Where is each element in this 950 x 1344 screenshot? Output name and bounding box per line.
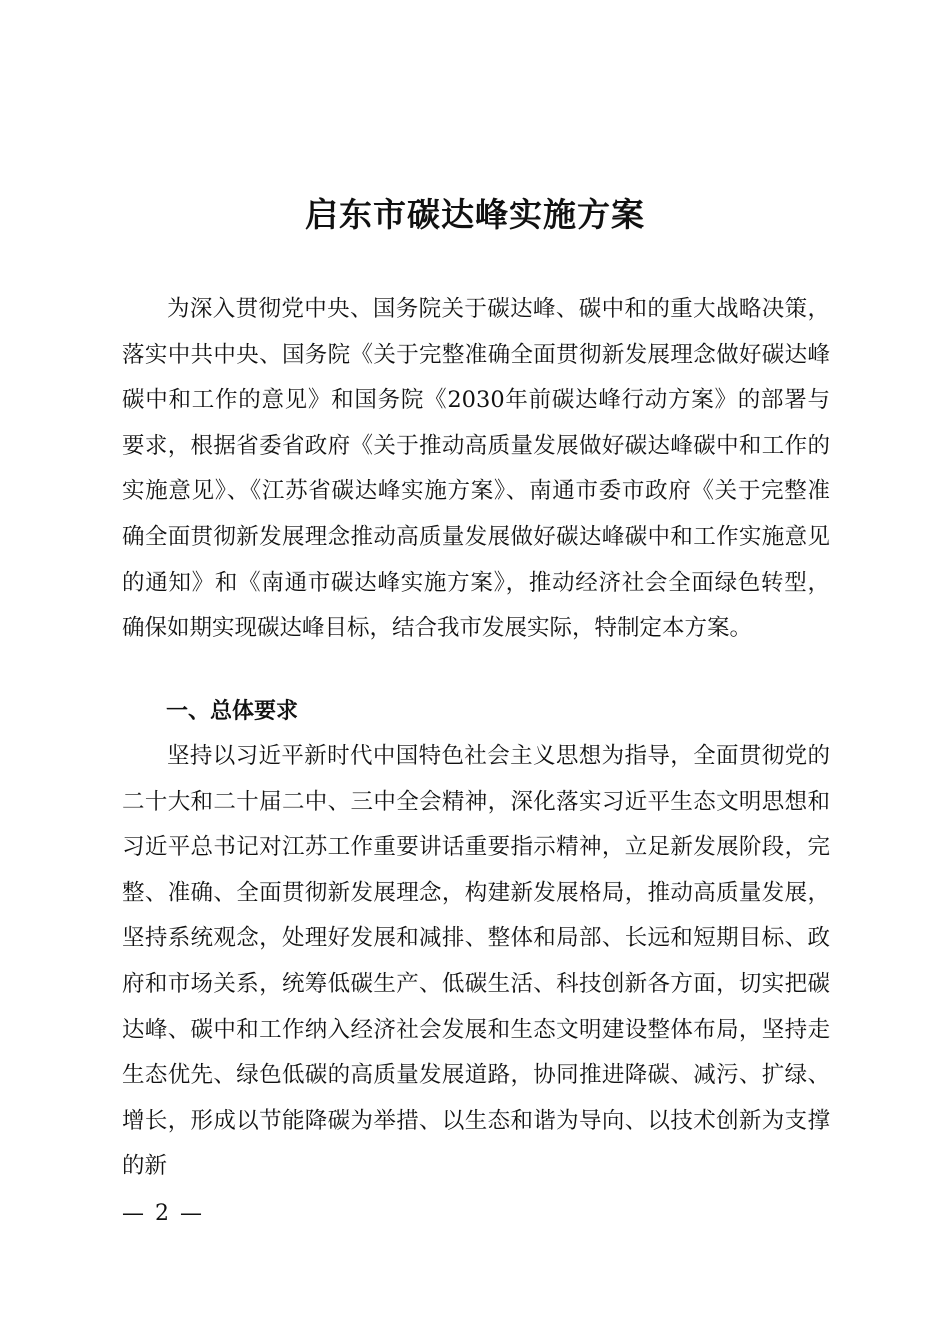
- intro-paragraph: 为深入贯彻党中央、国务院关于碳达峰、碳中和的重大战略决策，落实中共中央、国务院《关于完整准确全面贯彻新发展理念做好碳达峰碳中和工作的意见》和国务院《2030年前碳达峰行动方案》的部署与要求，根据省委省政府《关于推动高质量发展做好碳达峰碳中和工作的实施意见》、《江苏省碳达峰实施方案》、南通市委市政府《关于完整准确全面贯彻新发展理念推动高质量发展做好碳达峰碳中和工作实施意见的通知》和《南通市碳达峰实施方案》，推动经济社会全面绿色转型，确保如期实现碳达峰目标，结合我市发展实际，特制定本方案。: [122, 296, 830, 642]
- document-title: 启东市碳达峰实施方案: [305, 195, 645, 234]
- section-heading-general-requirements: 一、总体要求: [166, 699, 299, 724]
- general-requirements-paragraph: 坚持以习近平新时代中国特色社会主义思想为指导，全面贯彻党的二十大和二十届二中、三中全会精神，深化落实习近平生态文明思想和习近平总书记对江苏工作重要讲话重要指示精神，立足新发展阶段，完整、准确、全面贯彻新发展理念，构建新发展格局，推动高质量发展，坚持系统观念，处理好发展和减排、整体和局部、长远和短期目标、政府和市场关系，统筹低碳生产、低碳生活、科技创新各方面，切实把碳达峰、碳中和工作纳入经济社会发展和生态文明建设整体布局，坚持走生态优先、绿色低碳的高质量发展道路，协同推进降碳、减污、扩绿、增长，形成以节能降碳为举措、以生态和谐为导向、以技术创新为支撑的新: [122, 743, 830, 1180]
- page-number: — 2 —: [122, 1201, 204, 1226]
